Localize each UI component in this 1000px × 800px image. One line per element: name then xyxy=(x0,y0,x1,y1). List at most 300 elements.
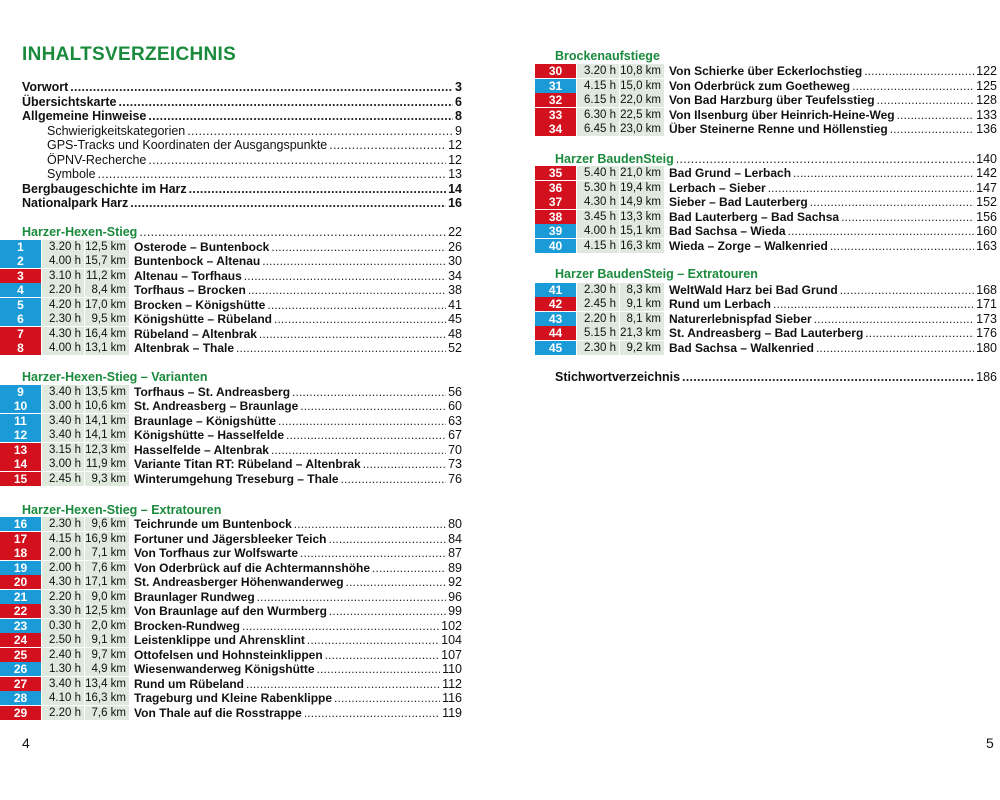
dot-leader xyxy=(248,283,446,297)
tour-duration: 2.30 h xyxy=(42,517,84,531)
toc-entry-page: 13 xyxy=(448,167,462,181)
tour-row[interactable] xyxy=(0,619,462,633)
tour-page: 89 xyxy=(448,560,462,575)
toc-entry[interactable] xyxy=(22,95,462,110)
tour-duration: 6.45 h xyxy=(577,122,619,136)
tour-duration: 3.30 h xyxy=(42,604,84,618)
tour-distance: 13,1 km xyxy=(85,341,129,355)
dot-leader xyxy=(363,457,446,471)
tour-distance: 17,1 km xyxy=(85,575,129,589)
tour-page: 168 xyxy=(976,282,997,297)
tour-duration: 2.20 h xyxy=(42,706,84,720)
tour-page: 125 xyxy=(976,78,997,93)
tour-row[interactable] xyxy=(0,385,462,399)
tour-page: 128 xyxy=(976,93,997,107)
tour-page: 60 xyxy=(448,399,462,413)
tour-number-badge: 40 xyxy=(535,239,576,253)
tour-distance: 17,0 km xyxy=(85,298,129,312)
dot-leader xyxy=(300,546,446,560)
tour-duration: 2.45 h xyxy=(577,297,619,311)
tour-distance: 7,6 km xyxy=(85,561,129,575)
tour-number-badge: 15 xyxy=(0,472,41,486)
tour-row[interactable] xyxy=(535,326,997,340)
section-title: Brockenaufstiege xyxy=(555,49,660,63)
tour-number-badge: 12 xyxy=(0,428,41,442)
tour-row[interactable] xyxy=(0,312,462,326)
tour-name: Von Braunlage auf den Wurmberg xyxy=(134,604,327,618)
toc-entry-page: 12 xyxy=(448,152,462,167)
tour-page: 26 xyxy=(448,239,462,254)
section-heading[interactable] xyxy=(22,225,462,240)
tour-duration: 3.10 h xyxy=(42,269,84,283)
tour-name: St. Andreasberg – Braunlage xyxy=(134,399,299,413)
tour-row[interactable] xyxy=(0,472,462,486)
tour-row[interactable] xyxy=(0,399,462,413)
tour-duration: 4.20 h xyxy=(42,298,84,312)
tour-number-badge: 3 xyxy=(0,269,41,283)
tour-row[interactable] xyxy=(535,122,997,136)
toc-entry-page: 12 xyxy=(448,138,462,152)
tour-page: 173 xyxy=(976,311,997,326)
tour-page: 80 xyxy=(448,517,462,531)
tour-duration: 4.10 h xyxy=(42,691,84,705)
tour-row[interactable] xyxy=(0,414,462,428)
tour-duration: 2.30 h xyxy=(42,312,84,326)
tour-row[interactable] xyxy=(0,283,462,297)
tour-row[interactable] xyxy=(0,240,462,254)
tour-distance: 14,1 km xyxy=(85,428,129,442)
dot-leader xyxy=(788,224,975,238)
tour-name: Winterumgehung Treseburg – Thale xyxy=(134,471,339,486)
dot-leader xyxy=(897,108,975,122)
tour-number-badge: 22 xyxy=(0,604,41,618)
tour-duration: 2.45 h xyxy=(42,472,84,486)
tour-distance: 9,2 km xyxy=(620,341,664,355)
tour-duration: 3.00 h xyxy=(42,399,84,413)
dot-leader xyxy=(292,385,446,399)
tour-row[interactable] xyxy=(0,633,462,647)
tour-duration: 2.20 h xyxy=(42,590,84,604)
tour-number-badge: 11 xyxy=(0,414,41,428)
tour-row[interactable] xyxy=(0,662,462,676)
tour-duration: 5.40 h xyxy=(577,166,619,180)
tour-name: Osterode – Buntenbock xyxy=(134,239,270,254)
tour-distance: 21,0 km xyxy=(620,166,664,180)
tour-distance: 9,1 km xyxy=(85,633,129,647)
tour-duration: 4.00 h xyxy=(42,254,84,268)
index-entry-page: 186 xyxy=(976,370,997,384)
tour-name: Bad Sachsa – Walkenried xyxy=(669,340,814,355)
section-heading[interactable] xyxy=(22,503,462,518)
toc-entry[interactable] xyxy=(22,196,462,211)
tour-distance: 15,1 km xyxy=(620,224,664,238)
dot-leader xyxy=(773,297,974,311)
tour-distance: 8,1 km xyxy=(620,312,664,326)
tour-name: Altenau – Torfhaus xyxy=(134,268,242,283)
tour-distance: 16,3 km xyxy=(85,691,129,705)
dot-leader xyxy=(676,152,974,167)
tour-row[interactable] xyxy=(535,312,997,326)
tour-name: Von Thale auf die Rosstrappe xyxy=(134,705,302,720)
dot-leader xyxy=(840,283,974,297)
tour-row[interactable] xyxy=(0,691,462,705)
dot-leader xyxy=(329,138,446,153)
toc-entry[interactable] xyxy=(47,153,462,168)
section-heading[interactable] xyxy=(555,49,997,64)
dot-leader xyxy=(70,80,453,95)
tour-duration: 2.30 h xyxy=(577,283,619,297)
tour-number-badge: 14 xyxy=(0,457,41,471)
tour-distance: 8,4 km xyxy=(85,283,129,297)
tour-page: 112 xyxy=(442,676,462,691)
tour-number-badge: 38 xyxy=(535,210,576,224)
tour-name: Hasselfelde – Altenbrak xyxy=(134,442,269,457)
toc-entry-label: GPS-Tracks und Koordinaten der Ausgangspunkte xyxy=(47,138,328,152)
dot-leader xyxy=(244,269,446,283)
section-title: Harzer BaudenSteig xyxy=(555,152,674,166)
tour-distance: 7,1 km xyxy=(85,546,129,560)
tour-row[interactable] xyxy=(0,298,462,312)
tour-duration: 4.15 h xyxy=(577,79,619,93)
tour-duration: 4.30 h xyxy=(42,327,84,341)
tour-page: 163 xyxy=(976,238,997,253)
toc-entry-page: 9 xyxy=(455,123,462,138)
tour-number-badge: 21 xyxy=(0,590,41,604)
tour-number-badge: 35 xyxy=(535,166,576,180)
tour-row[interactable] xyxy=(0,341,462,355)
toc-entry-label: Übersichtskarte xyxy=(22,94,117,109)
tour-number-badge: 45 xyxy=(535,341,576,355)
toc-entry[interactable] xyxy=(22,109,462,124)
tour-page: 87 xyxy=(448,546,462,560)
tour-row[interactable] xyxy=(535,283,997,297)
tour-number-badge: 33 xyxy=(535,108,576,122)
dot-leader xyxy=(329,532,447,546)
tour-duration: 3.40 h xyxy=(42,414,84,428)
dot-leader xyxy=(300,399,446,413)
tour-row[interactable] xyxy=(535,181,997,195)
tour-distance: 12,3 km xyxy=(85,443,129,457)
tour-number-badge: 16 xyxy=(0,517,41,531)
dot-leader xyxy=(294,517,446,531)
dot-leader xyxy=(187,124,453,139)
tour-name: St. Andreasberg – Bad Lauterberg xyxy=(669,326,864,340)
tour-distance: 9,7 km xyxy=(85,648,129,662)
tour-duration: 2.40 h xyxy=(42,648,84,662)
tour-page: 147 xyxy=(976,180,997,195)
tour-number-badge: 4 xyxy=(0,283,41,297)
section-page: 22 xyxy=(448,225,462,239)
tour-page: 102 xyxy=(441,618,462,633)
tour-name: Braunlager Rundweg xyxy=(134,589,255,604)
toc-entry-label: ÖPNV-Recherche xyxy=(47,152,147,167)
dot-leader xyxy=(98,167,446,182)
tour-row[interactable] xyxy=(535,297,997,311)
tour-distance: 16,9 km xyxy=(85,532,129,546)
toc-entry[interactable] xyxy=(22,182,462,197)
tour-page: 52 xyxy=(448,341,462,355)
section-title: Harzer BaudenSteig – Extratouren xyxy=(555,267,758,281)
tour-page: 34 xyxy=(448,268,462,283)
tour-name: Bad Sachsa – Wieda xyxy=(669,224,786,238)
dot-leader xyxy=(830,239,974,253)
tour-distance: 14,1 km xyxy=(85,414,129,428)
tour-row[interactable] xyxy=(0,443,462,457)
dot-leader xyxy=(236,341,446,355)
tour-row[interactable] xyxy=(0,269,462,283)
tour-name: Königshütte – Rübeland xyxy=(134,312,272,326)
section-heading[interactable] xyxy=(555,267,997,282)
dot-leader xyxy=(890,122,974,136)
tour-number-badge: 7 xyxy=(0,327,41,341)
toc-entry[interactable] xyxy=(47,167,462,182)
tour-duration: 4.15 h xyxy=(42,532,84,546)
tour-page: 73 xyxy=(448,457,462,471)
toc-entry[interactable] xyxy=(22,80,462,95)
toc-entry-label: Schwierigkeitskategorien xyxy=(47,123,186,138)
tour-row[interactable] xyxy=(535,195,997,209)
tour-name: Rübeland – Altenbrak xyxy=(134,326,257,341)
dot-leader xyxy=(271,240,446,254)
tour-number-badge: 36 xyxy=(535,181,576,195)
tour-name: Von Oderbrück zum Goetheweg xyxy=(669,78,851,93)
page-number-left: 4 xyxy=(22,735,30,751)
tour-name: Von Bad Harzburg über Teufelsstieg xyxy=(669,93,875,107)
tour-number-badge: 5 xyxy=(0,298,41,312)
tour-number-badge: 43 xyxy=(535,312,576,326)
toc-entry[interactable] xyxy=(47,138,462,153)
dot-leader xyxy=(325,648,439,662)
section-title: Harzer-Hexen-Stieg – Varianten xyxy=(22,370,208,384)
tour-row[interactable] xyxy=(0,457,462,471)
tour-name: Von Oderbrück auf die Achtermannshöhe xyxy=(134,560,371,575)
tour-distance: 16,4 km xyxy=(85,327,129,341)
tour-distance: 9,5 km xyxy=(85,312,129,326)
dot-leader xyxy=(119,95,454,110)
tour-name: Torfhaus – Brocken xyxy=(134,283,246,297)
tour-row[interactable] xyxy=(535,210,997,224)
tour-row[interactable] xyxy=(0,546,462,560)
tour-page: 136 xyxy=(976,122,997,136)
tour-number-badge: 26 xyxy=(0,662,41,676)
tour-distance: 22,5 km xyxy=(620,108,664,122)
tour-number-badge: 23 xyxy=(0,619,41,633)
tour-number-badge: 13 xyxy=(0,443,41,457)
tour-distance: 22,0 km xyxy=(620,93,664,107)
dot-leader xyxy=(242,619,439,633)
tour-duration: 6.30 h xyxy=(577,108,619,122)
tour-row[interactable] xyxy=(535,79,997,93)
tour-row[interactable] xyxy=(0,575,462,589)
tour-page: 176 xyxy=(976,326,997,340)
tour-page: 142 xyxy=(976,166,997,180)
dot-leader xyxy=(768,181,974,195)
tour-distance: 9,0 km xyxy=(85,590,129,604)
tour-name: Trageburg und Kleine Rabenklippe xyxy=(134,691,333,705)
tour-name: St. Andreasberger Höhenwanderweg xyxy=(134,575,344,589)
tour-duration: 4.15 h xyxy=(577,239,619,253)
tour-distance: 19,4 km xyxy=(620,181,664,195)
dot-leader xyxy=(841,210,974,224)
dot-leader xyxy=(267,298,446,312)
section-heading[interactable] xyxy=(22,370,462,385)
tour-name: Altenbrak – Thale xyxy=(134,341,235,355)
tour-name: Von Schierke über Eckerlochstieg xyxy=(669,64,863,78)
dot-leader xyxy=(682,370,974,385)
dot-leader xyxy=(278,414,446,428)
tour-page: 152 xyxy=(976,195,997,209)
tour-page: 171 xyxy=(976,297,997,311)
tour-distance: 9,3 km xyxy=(85,472,129,486)
tour-number-badge: 29 xyxy=(0,706,41,720)
tour-distance: 13,5 km xyxy=(85,385,129,399)
tour-page: 92 xyxy=(448,575,462,589)
tour-row[interactable] xyxy=(0,648,462,662)
tour-number-badge: 30 xyxy=(535,64,576,78)
tour-number-badge: 32 xyxy=(535,93,576,107)
toc-entry-label: Bergbaugeschichte im Harz xyxy=(22,181,187,196)
tour-duration: 2.20 h xyxy=(577,312,619,326)
tour-page: 133 xyxy=(976,107,997,122)
tour-row[interactable] xyxy=(0,254,462,268)
dot-leader xyxy=(816,341,974,355)
tour-duration: 3.00 h xyxy=(42,457,84,471)
tour-distance: 8,3 km xyxy=(620,283,664,297)
tour-number-badge: 1 xyxy=(0,240,41,254)
dot-leader xyxy=(864,64,974,78)
tour-page: 119 xyxy=(442,705,462,720)
tour-row[interactable] xyxy=(535,239,997,253)
tour-page: 84 xyxy=(448,531,462,546)
tour-number-badge: 37 xyxy=(535,195,576,209)
tour-distance: 15,0 km xyxy=(620,79,664,93)
tour-distance: 14,9 km xyxy=(620,195,664,209)
tour-row[interactable] xyxy=(0,532,462,546)
tour-name: Von Ilsenburg über Heinrich-Heine-Weg xyxy=(669,107,895,122)
tour-distance: 2,0 km xyxy=(85,619,129,633)
tour-name: Leistenklippe und Ahrensklint xyxy=(134,633,305,647)
dot-leader xyxy=(286,428,446,442)
tour-duration: 0.30 h xyxy=(42,619,84,633)
page-title: INHALTSVERZEICHNIS xyxy=(22,44,237,65)
dot-leader xyxy=(307,633,439,647)
tour-row[interactable] xyxy=(535,341,997,355)
tour-duration: 5.15 h xyxy=(577,326,619,340)
tour-page: 56 xyxy=(448,384,462,399)
tour-page: 104 xyxy=(441,633,462,647)
tour-row[interactable] xyxy=(0,327,462,341)
tour-row[interactable] xyxy=(0,590,462,604)
tour-duration: 2.50 h xyxy=(42,633,84,647)
dot-leader xyxy=(372,561,446,575)
tour-page: 107 xyxy=(441,647,462,662)
tour-distance: 23,0 km xyxy=(620,122,664,136)
tour-page: 160 xyxy=(976,224,997,238)
dot-leader xyxy=(304,706,440,720)
dot-leader xyxy=(246,677,440,691)
dot-leader xyxy=(189,182,446,197)
tour-row[interactable] xyxy=(535,224,997,238)
toc-entry-label: Allgemeine Hinweise xyxy=(22,109,147,123)
tour-distance: 9,6 km xyxy=(85,517,129,531)
dot-leader xyxy=(262,254,446,268)
dot-leader xyxy=(865,326,974,340)
tour-row[interactable] xyxy=(0,604,462,618)
dot-leader xyxy=(346,575,446,589)
dot-leader xyxy=(274,312,446,326)
tour-row[interactable] xyxy=(0,428,462,442)
tour-name: Teichrunde um Buntenbock xyxy=(134,517,292,531)
tour-row[interactable] xyxy=(0,517,462,531)
tour-number-badge: 19 xyxy=(0,561,41,575)
tour-number-badge: 25 xyxy=(0,648,41,662)
tour-duration: 3.20 h xyxy=(577,64,619,78)
tour-name: Buntenbock – Altenau xyxy=(134,254,261,268)
dot-leader xyxy=(317,662,440,676)
tour-name: Wieda – Zorge – Walkenried xyxy=(669,238,828,253)
dot-leader xyxy=(852,79,974,93)
tour-name: Königshütte – Hasselfelde xyxy=(134,428,285,442)
tour-row[interactable] xyxy=(0,561,462,575)
tour-duration: 4.30 h xyxy=(42,575,84,589)
tour-number-badge: 28 xyxy=(0,691,41,705)
tour-name: Brocken – Königshütte xyxy=(134,297,266,312)
tour-duration: 4.00 h xyxy=(577,224,619,238)
tour-duration: 3.15 h xyxy=(42,443,84,457)
tour-page: 45 xyxy=(448,312,462,326)
dot-leader xyxy=(334,691,440,705)
dot-leader xyxy=(148,153,446,168)
tour-duration: 2.00 h xyxy=(42,561,84,575)
tour-number-badge: 10 xyxy=(0,399,41,413)
toc-entry-page: 6 xyxy=(455,94,462,109)
tour-row[interactable] xyxy=(0,706,462,720)
tour-name: Von Torfhaus zur Wolfswarte xyxy=(134,546,299,560)
tour-row[interactable] xyxy=(535,64,997,78)
tour-number-badge: 34 xyxy=(535,122,576,136)
tour-distance: 10,6 km xyxy=(85,399,129,413)
toc-entry-page: 16 xyxy=(448,196,462,210)
tour-duration: 6.15 h xyxy=(577,93,619,107)
tour-name: Braunlage – Königshütte xyxy=(134,413,277,428)
tour-name: Naturerlebnispfad Sieber xyxy=(669,311,812,326)
tour-row[interactable] xyxy=(535,93,997,107)
toc-entry[interactable] xyxy=(47,124,462,139)
tour-distance: 11,9 km xyxy=(85,457,129,471)
tour-name: Bad Lauterberg – Bad Sachsa xyxy=(669,209,840,224)
section-heading[interactable] xyxy=(555,152,997,167)
tour-page: 96 xyxy=(448,589,462,604)
toc-entry-label: Symbole xyxy=(47,167,96,181)
index-entry[interactable] xyxy=(555,370,997,385)
tour-page: 99 xyxy=(448,604,462,618)
tour-duration: 3.40 h xyxy=(42,677,84,691)
tour-number-badge: 44 xyxy=(535,326,576,340)
tour-page: 70 xyxy=(448,442,462,457)
dot-leader xyxy=(148,109,453,124)
tour-name: WeltWald Harz bei Bad Grund xyxy=(669,282,838,297)
tour-row[interactable] xyxy=(535,166,997,180)
tour-distance: 10,8 km xyxy=(620,64,664,78)
tour-number-badge: 39 xyxy=(535,224,576,238)
tour-duration: 3.20 h xyxy=(42,240,84,254)
tour-row[interactable] xyxy=(535,108,997,122)
tour-page: 38 xyxy=(448,283,462,297)
dot-leader xyxy=(341,472,447,486)
tour-row[interactable] xyxy=(0,677,462,691)
tour-number-badge: 17 xyxy=(0,532,41,546)
tour-name: Sieber – Bad Lauterberg xyxy=(669,195,808,209)
